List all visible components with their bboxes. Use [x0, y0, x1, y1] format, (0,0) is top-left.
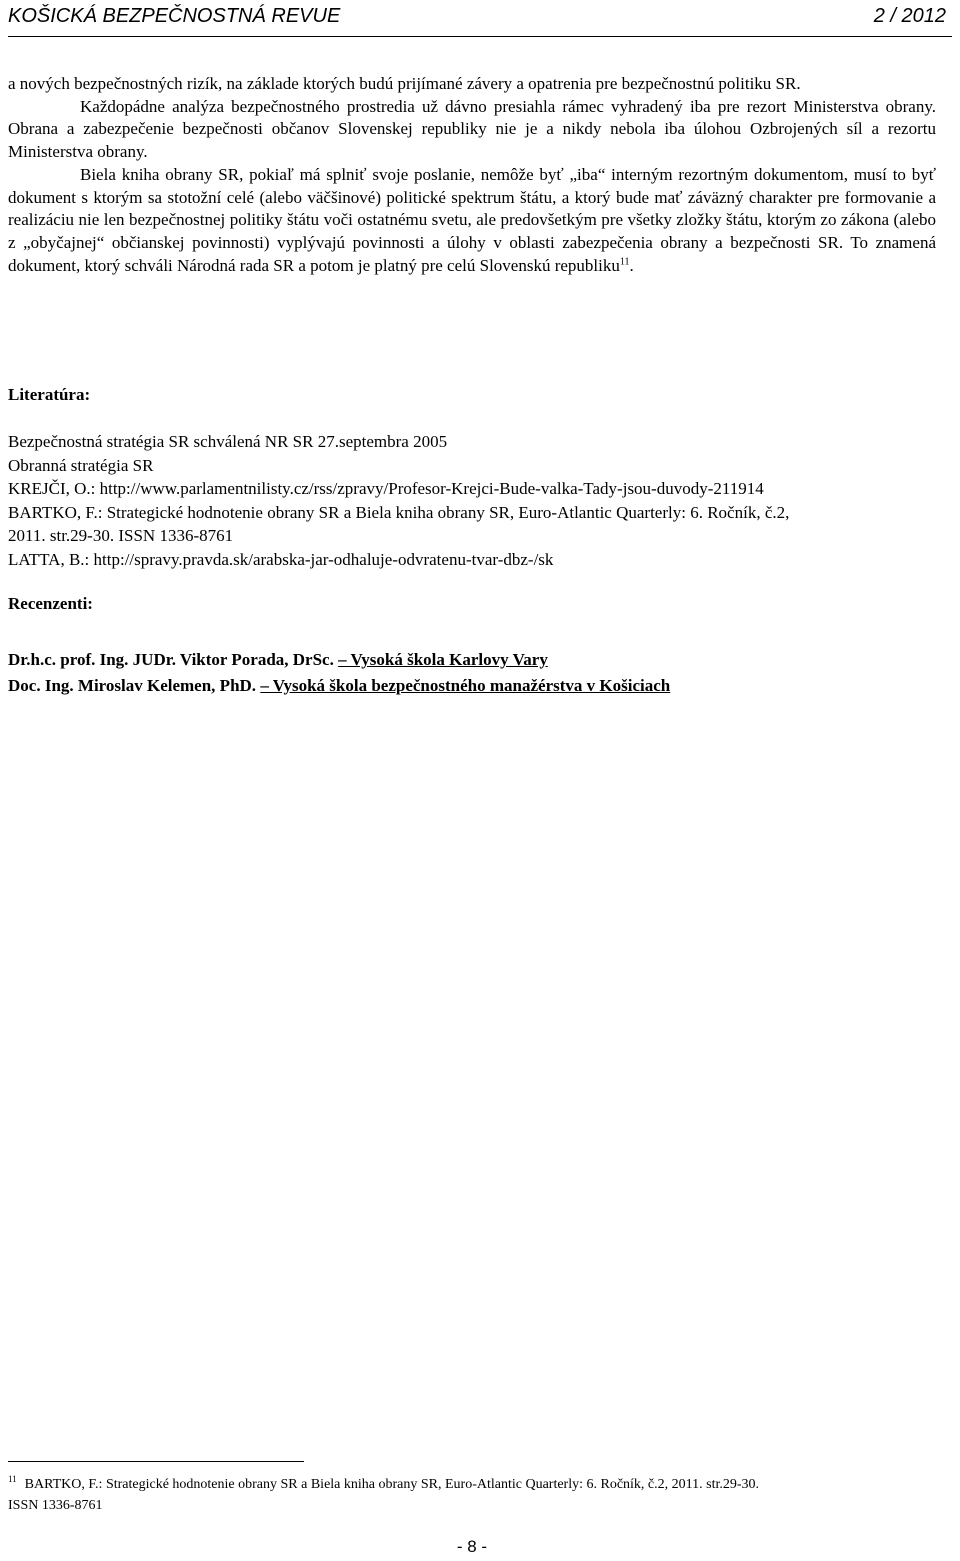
running-header [8, 0, 952, 37]
footnote-separator [8, 1461, 304, 1462]
paragraph-3-end: . [629, 255, 634, 275]
literature-heading: Literatúra: [8, 385, 91, 404]
literature-item: Obranná stratégia SR [8, 455, 154, 475]
reviewer-2 [8, 673, 670, 699]
footnote-line-2: ISSN 1336-8761 [8, 1498, 103, 1513]
reviewers-heading: Recenzenti: [8, 594, 93, 613]
issue-number: 2 / 2012 [873, 5, 946, 27]
footnote-line-1 [8, 1474, 948, 1495]
literature-list [8, 430, 953, 572]
literature-item-link[interactable]: LATTA, B.: http://spravy.pravda.sk/arabska-jar-odhaluje-odvratenu-tvar-dbz-/sk [8, 549, 554, 569]
reviewer-2-name: Doc. Ing. Miroslav Kelemen, PhD. [8, 676, 257, 695]
paragraph-3-text: Biela kniha obrany SR, pokiaľ má splniť svoje poslanie, nemôže byť „iba“ interným rezortným dokumentom, musí to byť dokument s ktorým sa stotožní celé (alebo väčšinové) politické spektrum štátu, a ktorý bude mať záväzný charakter pre formovanie a realizáciu nie len bezpečnostnej politiky štátu voči ostatnému svetu, ale predovšetkým pre všetky zložky štátu, ktorým zo zákona (alebo z „obyčajnej“ občianskej povinnosti) vyplývajú povinnosti a úlohy v oblasti zabezpečenia obrany a bezpečnosti SR. To znamená dokument, ktorý schváli Národná rada SR a potom je platný pre celú Slovenskú republiku [8, 164, 936, 275]
footnote-number: 11 [8, 1474, 17, 1485]
paragraph-2 [8, 96, 936, 164]
reviewers-list [8, 647, 670, 699]
paragraph-2-sentence-1: Každopádne analýza bezpečnostného prostredia už dávno presiahla rámec vyhradený iba pre rezort Ministerstva obrany. [80, 96, 936, 116]
paragraph-3 [8, 164, 936, 278]
footnote-reference[interactable]: 11 [619, 255, 630, 267]
literature-item-link[interactable]: KREJČI, O.: http://www.parlamentnilisty.cz/rss/zpravy/Profesor-Krejci-Bude-valka-Tady-jsou-duvody-211914 [8, 479, 764, 499]
reviewer-2-institution: – Vysoká škola bezpečnostného manažérstva v Košiciach [260, 676, 671, 695]
footnote-text: BARTKO, F.: Strategické hodnotenie obrany SR a Biela kniha obrany SR, Euro-Atlantic Quarterly: 6. Ročník, č.2, 2011. str.29-30. [24, 1477, 760, 1492]
journal-title: KOŠICKÁ BEZPEČNOSTNÁ REVUE [8, 5, 341, 27]
literature-item: 2011. str.29-30. ISSN 1336-8761 [8, 526, 234, 546]
reviewer-1-institution: – Vysoká škola Karlovy Vary [338, 650, 548, 669]
literature-item: BARTKO, F.: Strategické hodnotenie obrany SR a Biela kniha obrany SR, Euro-Atlantic Quarterly: 6. Ročník, č.2, [8, 502, 790, 522]
paragraph-2-sentence-2: Obrana a zabezpečenie bezpečnosti občanov Slovenskej republiky nie je a nikdy nebola iba úlohou Ozbrojených síl a rezortu Ministerstva obrany. [8, 119, 936, 162]
literature-item: Bezpečnostná stratégia SR schválená NR SR 27.septembra 2005 [8, 432, 448, 451]
paragraph-1: a nových bezpečnostných rizík, na základe ktorých budú prijímané závery a opatrenia pre bezpečnostnú politiku SR. [8, 74, 801, 93]
reviewer-1 [8, 647, 670, 673]
footnote [8, 1474, 948, 1516]
page-number: - 8 - [456, 1537, 488, 1556]
body-text [8, 73, 936, 277]
reviewer-1-name: Dr.h.c. prof. Ing. JUDr. Viktor Porada, DrSc. [8, 650, 334, 669]
